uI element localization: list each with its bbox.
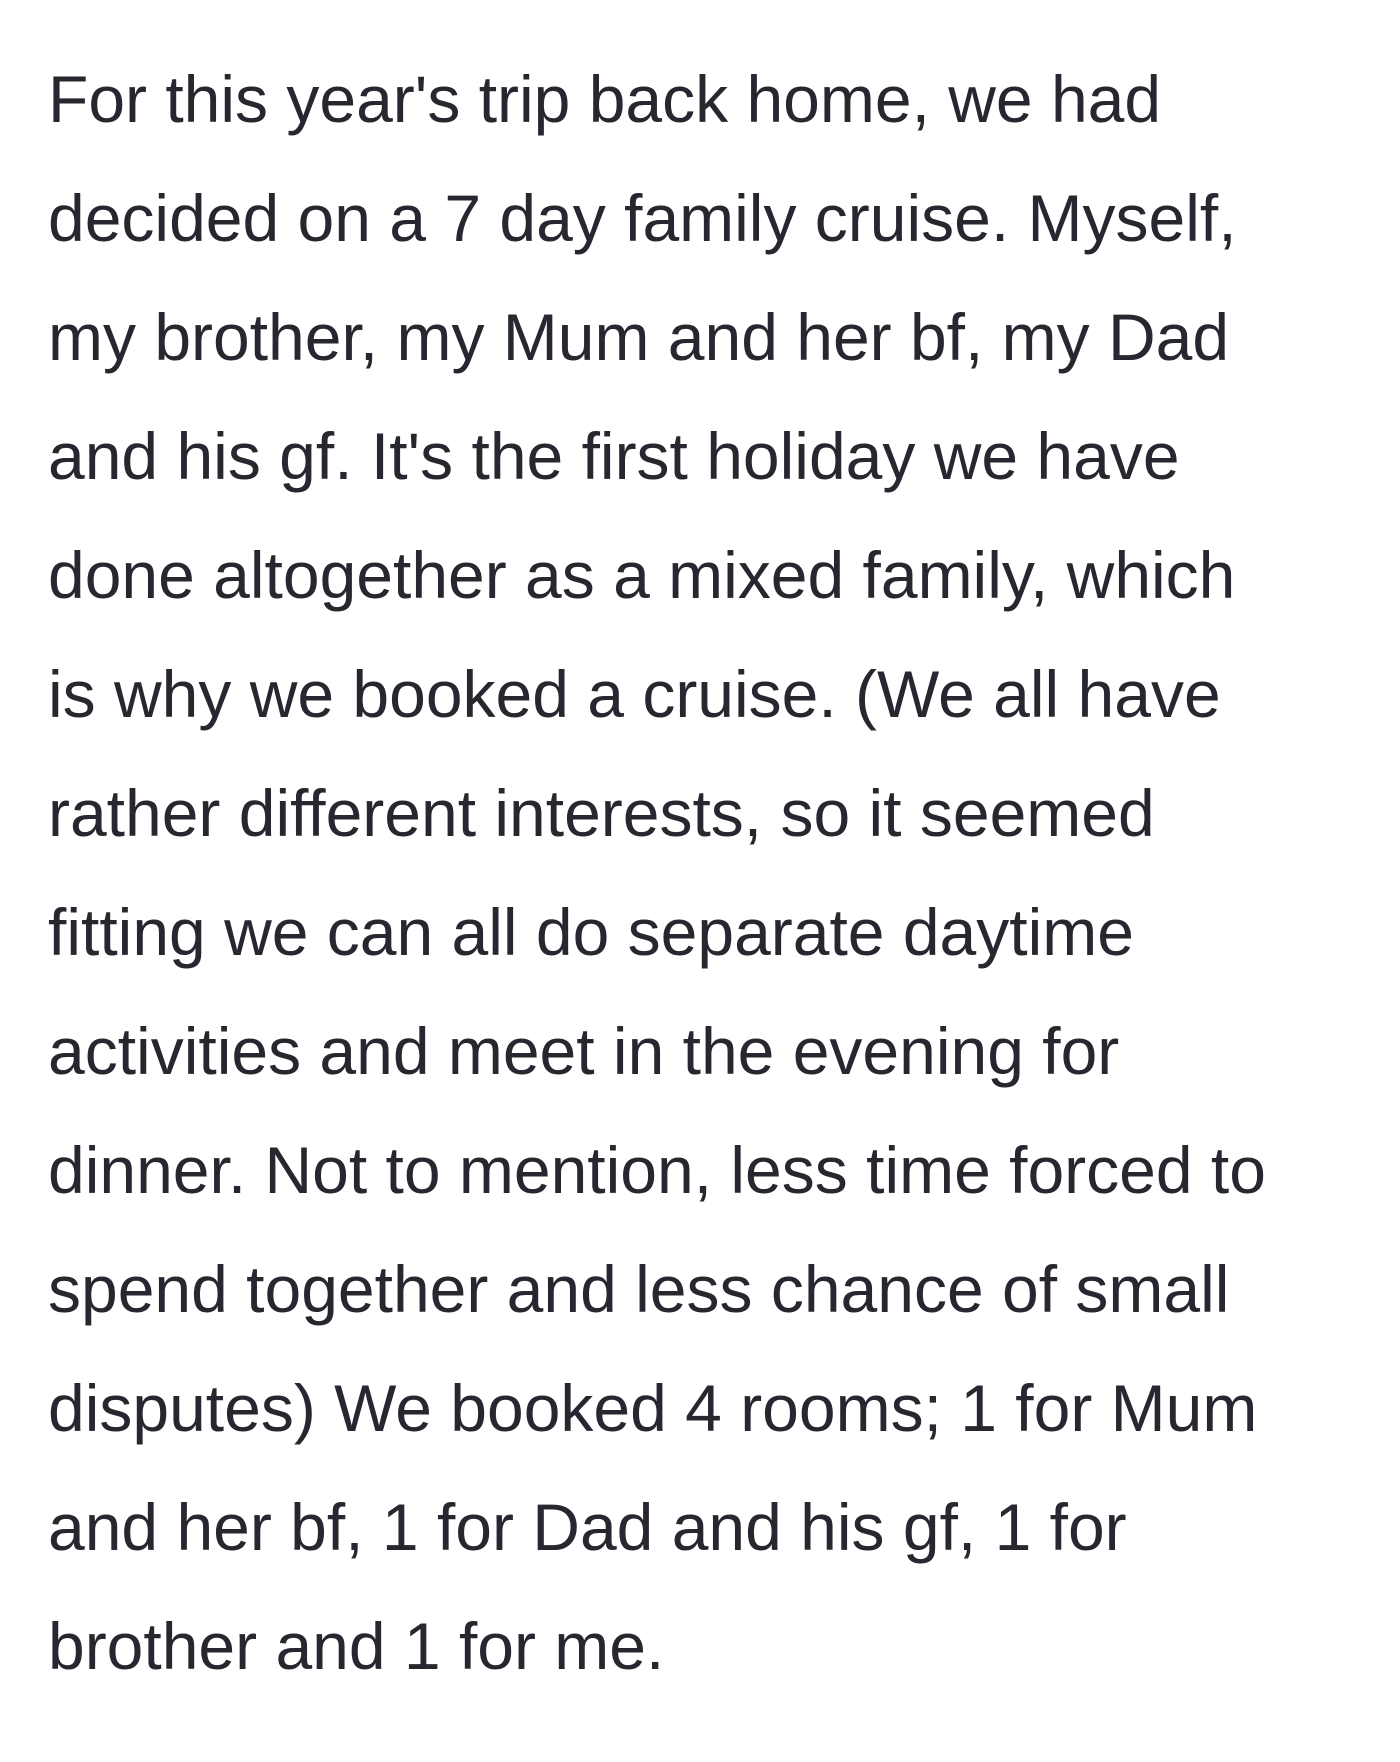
- paragraph-line: and his gf. It's the first holiday we have: [48, 419, 1180, 493]
- paragraph-line: fitting we can all do separate daytime: [48, 895, 1134, 969]
- paragraph-line: my brother, my Mum and her bf, my Dad: [48, 300, 1230, 374]
- paragraph-line: done altogether as a mixed family, which: [48, 538, 1236, 612]
- post-paragraph: [48, 40, 1368, 1706]
- paragraph-line: For this year's trip back home, we had: [48, 62, 1162, 136]
- paragraph-line: spend together and less chance of small: [48, 1252, 1230, 1326]
- paragraph-line: dinner. Not to mention, less time forced to: [48, 1133, 1266, 1207]
- paragraph-line: disputes) We booked 4 rooms; 1 for Mum: [48, 1371, 1258, 1445]
- paragraph-line: is why we booked a cruise. (We all have: [48, 657, 1221, 731]
- paragraph-line: and her bf, 1 for Dad and his gf, 1 for: [48, 1490, 1127, 1564]
- paragraph-line: brother and 1 for me.: [48, 1609, 665, 1683]
- post-body: [48, 40, 1368, 1706]
- paragraph-line: decided on a 7 day family cruise. Myself,: [48, 181, 1237, 255]
- paragraph-line: activities and meet in the evening for: [48, 1014, 1120, 1088]
- paragraph-line: rather different interests, so it seemed: [48, 776, 1155, 850]
